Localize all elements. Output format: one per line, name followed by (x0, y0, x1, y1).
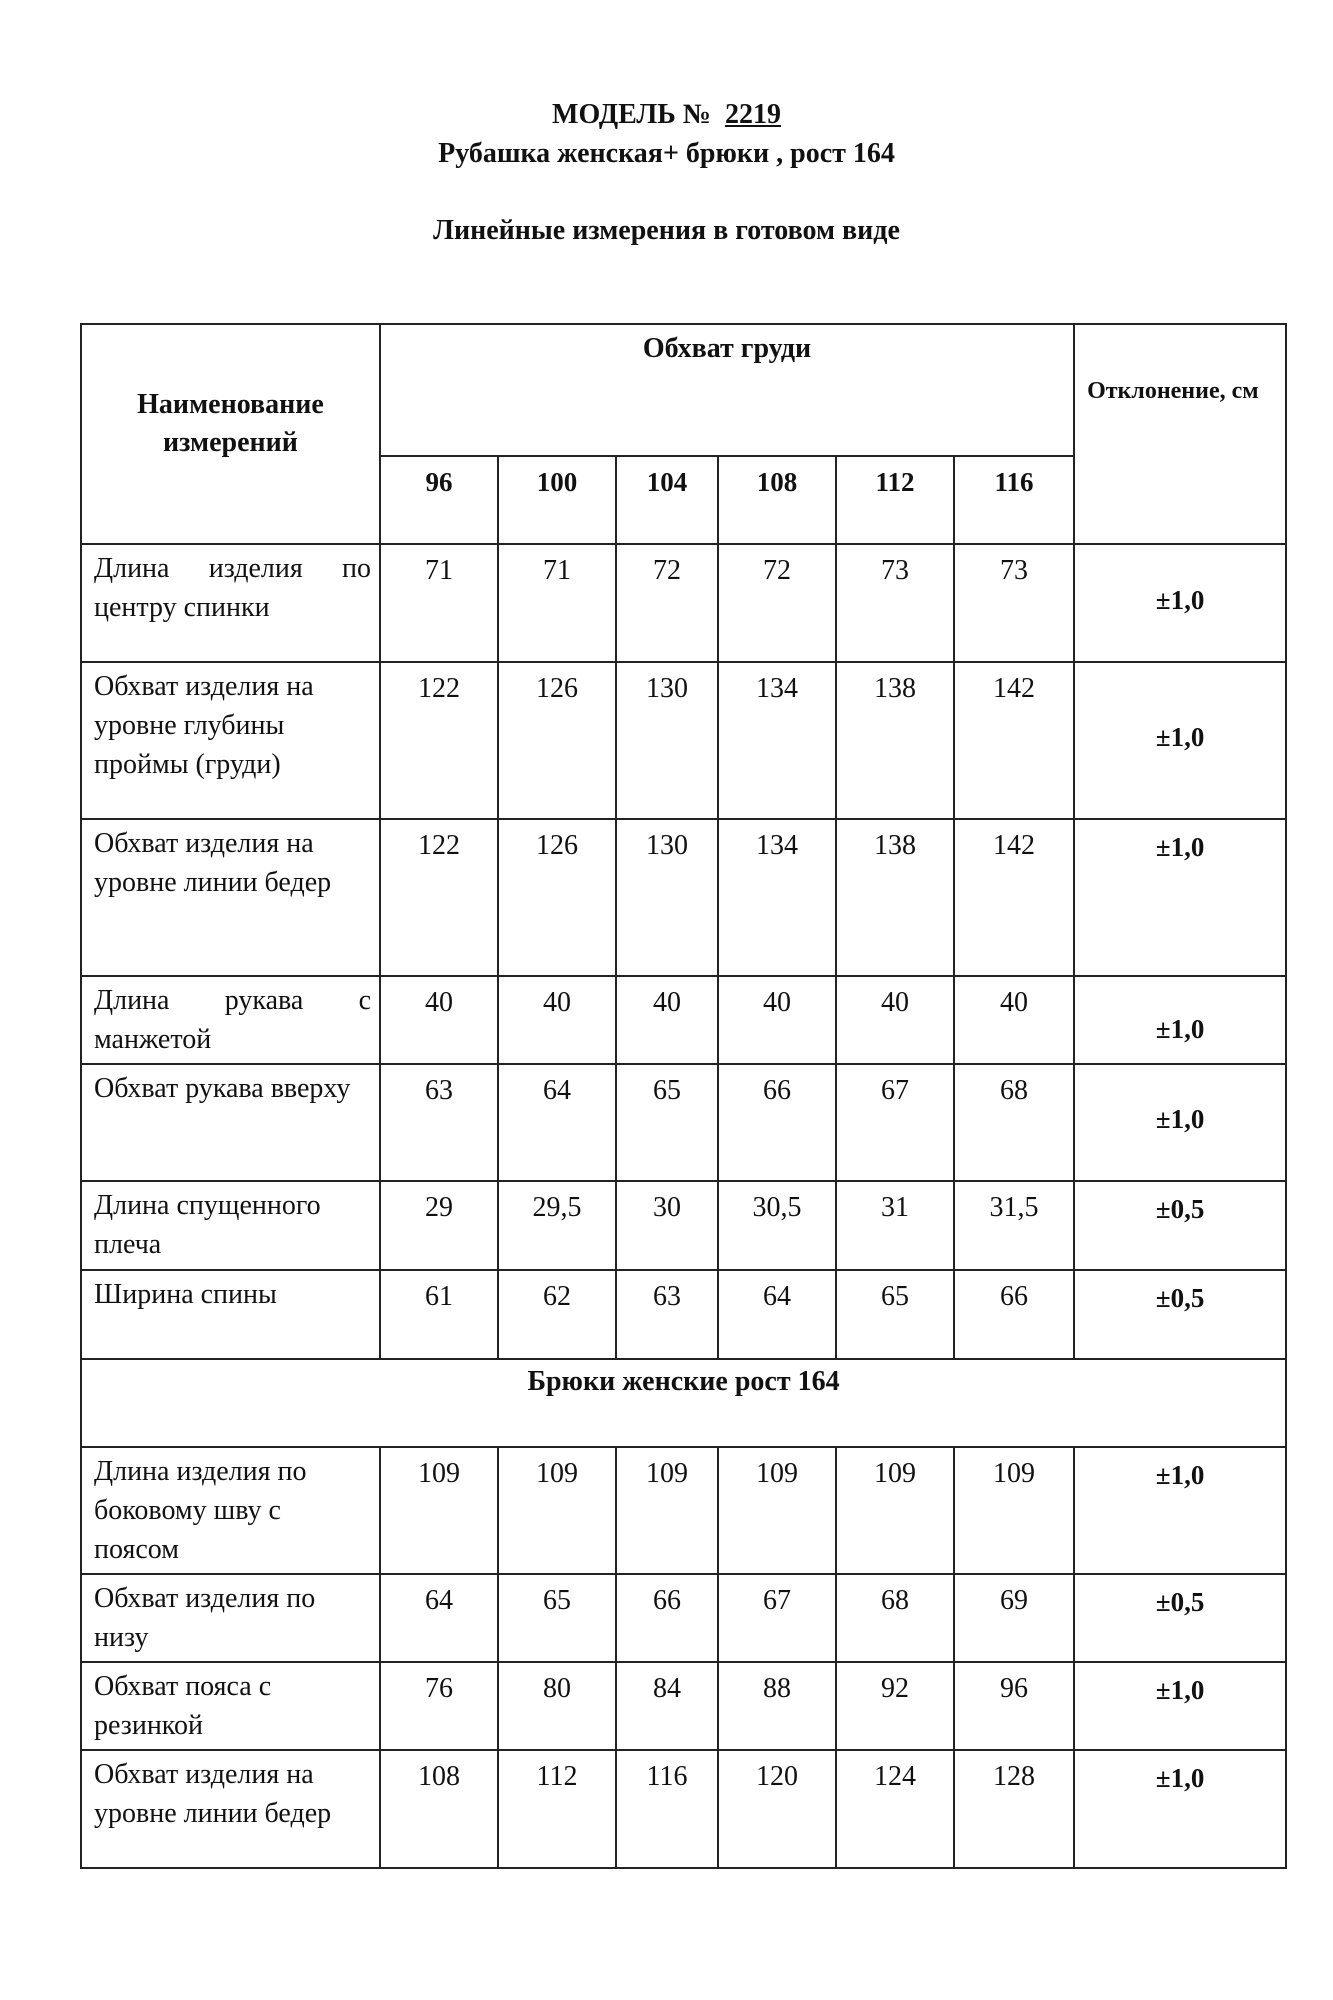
size-header: 104 (616, 456, 718, 544)
measurement-value: 109 (616, 1447, 718, 1574)
measurement-value: 30 (616, 1181, 718, 1270)
measurement-value: 30,5 (718, 1181, 836, 1270)
measurement-name: Обхват рукава вверху (81, 1064, 380, 1181)
measurement-value: 40 (498, 976, 616, 1064)
measurement-name: Обхват изделия на уровне глубины проймы (груди) (81, 662, 380, 819)
measurement-value: 72 (616, 544, 718, 662)
measurement-name: Длина спущенного плеча (81, 1181, 380, 1270)
measurement-value: 68 (836, 1574, 954, 1662)
table-row (81, 1270, 1286, 1359)
measurement-value: 142 (954, 662, 1074, 819)
size-header: 96 (380, 456, 498, 544)
measurement-value: 65 (616, 1064, 718, 1181)
measurement-value: 122 (380, 819, 498, 976)
measurement-value: 96 (954, 1662, 1074, 1750)
measurement-value: 40 (616, 976, 718, 1064)
measurement-value: 112 (498, 1750, 616, 1868)
measurement-value: 128 (954, 1750, 1074, 1868)
measurement-value: 109 (498, 1447, 616, 1574)
measurement-value: 68 (954, 1064, 1074, 1181)
measurement-value: 73 (836, 544, 954, 662)
measurement-value: 88 (718, 1662, 836, 1750)
measurement-value: 66 (954, 1270, 1074, 1359)
model-number: 2219 (724, 99, 781, 130)
table-row (81, 662, 1286, 819)
table-row (81, 1181, 1286, 1270)
measurement-value: 40 (954, 976, 1074, 1064)
measurement-value: 130 (616, 819, 718, 976)
measurement-value: 66 (718, 1064, 836, 1181)
measurement-value: 109 (718, 1447, 836, 1574)
table-row (81, 1064, 1286, 1181)
table-row (81, 976, 1286, 1064)
size-header: 100 (498, 456, 616, 544)
measurement-value: 108 (380, 1750, 498, 1868)
measurement-value: 67 (718, 1574, 836, 1662)
table-row (81, 819, 1286, 976)
measurement-value: 138 (836, 819, 954, 976)
model-subtitle: Рубашка женская+ брюки , рост 164 (438, 138, 895, 169)
table-caption: Линейные измерения в готовом виде (433, 215, 900, 246)
table-row (81, 1447, 1286, 1574)
measurement-value: 62 (498, 1270, 616, 1359)
deviation-value: ±1,0 (1074, 662, 1286, 819)
measurement-value: 130 (616, 662, 718, 819)
measurement-value: 138 (836, 662, 954, 819)
table-row (81, 1574, 1286, 1662)
deviation-value: ±1,0 (1074, 976, 1286, 1064)
table-row (81, 1750, 1286, 1868)
measurement-value: 109 (836, 1447, 954, 1574)
measurements-table (80, 323, 1287, 1869)
measurement-name: Обхват изделия на уровне линии бедер (81, 1750, 380, 1868)
measurement-value: 29 (380, 1181, 498, 1270)
chest-header: Обхват груди (380, 324, 1074, 456)
model-title (0, 99, 1333, 131)
measurement-value: 134 (718, 819, 836, 976)
deviation-value: ±1,0 (1074, 819, 1286, 976)
measurement-value: 73 (954, 544, 1074, 662)
measurement-value: 67 (836, 1064, 954, 1181)
measurement-value: 109 (954, 1447, 1074, 1574)
measurement-value: 64 (718, 1270, 836, 1359)
measurement-value: 120 (718, 1750, 836, 1868)
measurement-value: 61 (380, 1270, 498, 1359)
size-header: 116 (954, 456, 1074, 544)
measurement-value: 63 (380, 1064, 498, 1181)
section-row (81, 1359, 1286, 1447)
measurement-value: 126 (498, 662, 616, 819)
measurement-name: Ширина спины (81, 1270, 380, 1359)
model-label: МОДЕЛЬ № (552, 99, 711, 130)
deviation-header-blank (1074, 456, 1286, 544)
deviation-value: ±1,0 (1074, 1447, 1286, 1574)
pants-section-title: Брюки женские рост 164 (81, 1359, 1286, 1447)
measurement-value: 76 (380, 1662, 498, 1750)
deviation-header: Отклонение, см (1074, 324, 1286, 456)
measurement-value: 29,5 (498, 1181, 616, 1270)
measurement-value: 72 (718, 544, 836, 662)
measurement-name: Обхват пояса с резинкой (81, 1662, 380, 1750)
deviation-value: ±0,5 (1074, 1574, 1286, 1662)
measurement-value: 64 (498, 1064, 616, 1181)
measurement-value: 84 (616, 1662, 718, 1750)
measurement-value: 40 (836, 976, 954, 1064)
deviation-value: ±1,0 (1074, 544, 1286, 662)
measurement-name: Длина рукава с манжетой (81, 976, 380, 1064)
deviation-value: ±0,5 (1074, 1181, 1286, 1270)
measurement-value: 80 (498, 1662, 616, 1750)
measurement-value: 31,5 (954, 1181, 1074, 1270)
measurement-value: 66 (616, 1574, 718, 1662)
measurement-value: 64 (380, 1574, 498, 1662)
measurement-value: 65 (836, 1270, 954, 1359)
measurement-value: 92 (836, 1662, 954, 1750)
measurement-value: 116 (616, 1750, 718, 1868)
measurement-value: 122 (380, 662, 498, 819)
header-row (81, 324, 1286, 456)
name-column-header: Наименование измерений (81, 324, 380, 544)
measurement-value: 71 (380, 544, 498, 662)
size-header: 112 (836, 456, 954, 544)
measurement-value: 124 (836, 1750, 954, 1868)
table-row (81, 544, 1286, 662)
measurement-value: 134 (718, 662, 836, 819)
measurement-value: 109 (380, 1447, 498, 1574)
measurement-value: 126 (498, 819, 616, 976)
measurement-name: Длина изделия по боковому шву с поясом (81, 1447, 380, 1574)
measurement-value: 40 (718, 976, 836, 1064)
size-header: 108 (718, 456, 836, 544)
measurement-value: 65 (498, 1574, 616, 1662)
measurement-value: 31 (836, 1181, 954, 1270)
measurement-value: 142 (954, 819, 1074, 976)
measurement-value: 40 (380, 976, 498, 1064)
deviation-value: ±1,0 (1074, 1750, 1286, 1868)
measurement-name: Длина изделия по центру спинки (81, 544, 380, 662)
deviation-value: ±1,0 (1074, 1064, 1286, 1181)
deviation-value: ±0,5 (1074, 1270, 1286, 1359)
table-row (81, 1662, 1286, 1750)
measurement-value: 69 (954, 1574, 1074, 1662)
measurement-value: 63 (616, 1270, 718, 1359)
measurement-value: 71 (498, 544, 616, 662)
measurement-name: Обхват изделия на уровне линии бедер (81, 819, 380, 976)
measurement-name: Обхват изделия по низу (81, 1574, 380, 1662)
deviation-value: ±1,0 (1074, 1662, 1286, 1750)
